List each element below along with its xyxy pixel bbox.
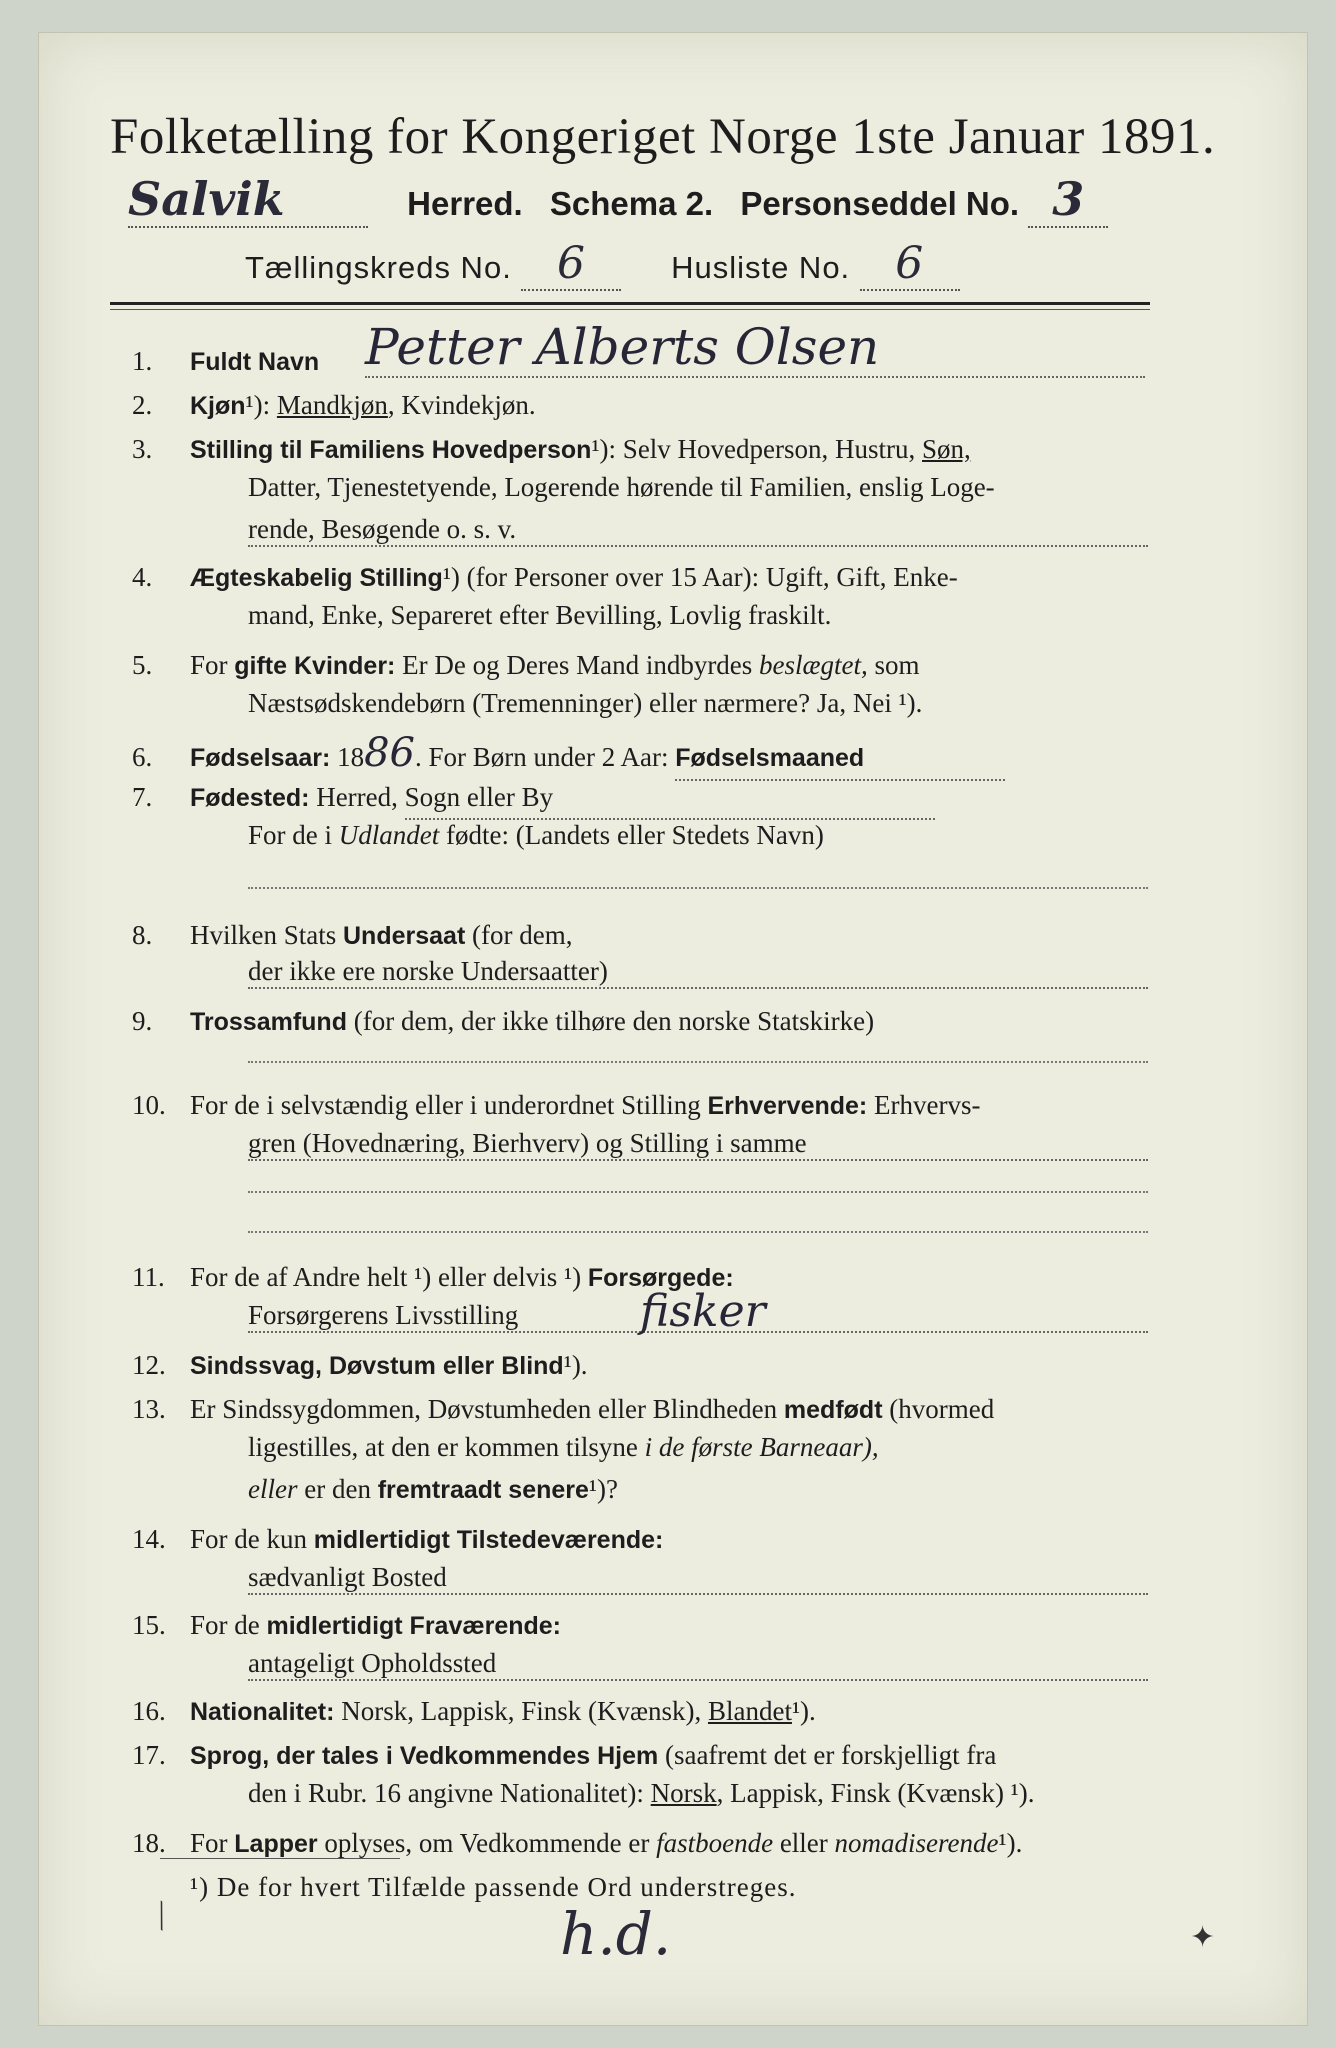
item-text: For de — [190, 1610, 260, 1640]
item-label: Undersaat — [343, 922, 466, 950]
item-label: Sindssvag, Døvstum eller Blind — [190, 1352, 564, 1380]
husliste-number: 6 — [860, 238, 960, 291]
item-text: rende, Besøgende o. s. v. — [248, 514, 1148, 547]
item-4 — [132, 556, 958, 599]
header-rule-thin — [110, 309, 1150, 310]
blank-line — [248, 1190, 1148, 1193]
option-son-underlined: Søn, — [922, 434, 971, 464]
item-text-italic: nomadiserende — [834, 1828, 999, 1858]
item-10 — [132, 1084, 980, 1127]
item-14-line-2 — [248, 1562, 1148, 1595]
item-number: 17. — [132, 1740, 166, 1770]
item-15-line-2 — [248, 1648, 1148, 1681]
item-13-line-3 — [248, 1474, 618, 1505]
item-label: Fødselsaar: — [190, 744, 331, 772]
item-label: Fødselsmaaned — [675, 737, 1005, 781]
item-number: 8. — [132, 920, 153, 950]
year-prefix: 18 — [337, 742, 365, 772]
item-label: Lapper — [234, 1830, 318, 1858]
item-1 — [132, 340, 319, 383]
item-text: ligestilles, at den er kommen tilsyne — [248, 1432, 638, 1462]
item-7 — [132, 776, 935, 820]
item-17 — [132, 1734, 996, 1777]
item-9 — [132, 1000, 874, 1043]
footnote-ref: ¹) — [442, 562, 460, 592]
item-label: gifte Kvinder: — [234, 652, 396, 680]
item-text: Erhvervs- — [874, 1090, 981, 1120]
item-number: 13. — [132, 1394, 166, 1424]
provider-occupation-answer: fisker — [640, 1286, 766, 1337]
option-mandkjon-underlined: Mandkjøn — [276, 390, 388, 420]
item-text: For — [190, 1828, 228, 1858]
item-text: Er De og Deres Mand indbyrdes — [402, 650, 753, 680]
item-text: antageligt Opholdssted — [248, 1648, 1148, 1681]
option-kvindekjon: , Kvindekjøn. — [387, 390, 536, 420]
item-3 — [132, 428, 971, 471]
schema-label: Schema 2. — [549, 185, 714, 222]
item-number: 10. — [132, 1090, 166, 1120]
header-line-kreds — [245, 238, 960, 291]
item-14 — [132, 1518, 663, 1561]
item-7-line-2 — [248, 820, 824, 851]
item-8 — [132, 914, 572, 957]
item-text-italic: Udlandet — [338, 820, 440, 850]
item-3-line-2: Datter, Tjenestetyende, Logerende hørende til Familien, enslig Loge- — [248, 472, 995, 502]
item-text-italic: beslægtet, — [759, 650, 868, 680]
item-5 — [132, 644, 920, 687]
item-12 — [132, 1344, 588, 1387]
item-text: For de kun — [190, 1524, 307, 1554]
item-number: 7. — [132, 782, 153, 812]
pen-stroke-mark-icon: ⟍ — [142, 1897, 180, 1937]
herred-name-handwritten: Salvik — [128, 172, 368, 228]
footnote-ref: ¹): — [591, 434, 617, 464]
item-number: 12. — [132, 1350, 166, 1380]
item-8-line-2 — [248, 956, 1148, 989]
item-text: Hvilken Stats — [190, 920, 337, 950]
blank-line — [248, 886, 1148, 889]
item-text: fødte: (Landets eller Stedets Navn) — [446, 820, 824, 850]
item-text: . For Børn under 2 Aar: — [415, 742, 669, 772]
cross-mark-icon: ✦ — [1190, 1921, 1216, 1954]
taellingskreds-label: Tællingskreds No. — [245, 250, 512, 285]
item-text: (hvormed — [889, 1394, 995, 1424]
item-text: Forsørgerens Livsstilling — [248, 1300, 1148, 1333]
header-line-herred — [128, 172, 1108, 228]
item-number: 3. — [132, 434, 153, 464]
item-text: Er Sindssygdommen, Døvstumheden eller Blindheden — [190, 1394, 778, 1424]
item-number: 2. — [132, 390, 153, 420]
item-label: medfødt — [783, 1396, 883, 1424]
item-text: den i Rubr. 16 angivne Nationalitet): — [248, 1778, 644, 1808]
item-label: Sprog, der tales i Vedkommendes Hjem — [190, 1742, 659, 1770]
item-number: 6. — [132, 742, 153, 772]
item-text-italic: fastboende — [656, 1828, 774, 1858]
herred-label: Herred. — [407, 185, 523, 222]
item-text: , Lappisk, Finsk (Kvænsk), — [407, 1696, 702, 1726]
handwritten-initials: h.d. — [560, 1900, 672, 1968]
personseddel-label: Personseddel No. — [740, 185, 1020, 222]
taellingskreds-number: 6 — [521, 238, 621, 291]
item-label: midlertidigt Tilstedeværende: — [313, 1526, 664, 1554]
blank-line — [248, 1230, 1148, 1233]
item-16 — [132, 1690, 816, 1733]
option-norsk: Norsk — [341, 1696, 408, 1726]
item-label: Nationalitet: — [190, 1698, 335, 1726]
item-3-line-3 — [248, 514, 1148, 547]
item-text: gren (Hovednæring, Bierhverv) og Stilling i samme — [248, 1128, 1148, 1161]
personseddel-number: 3 — [1028, 172, 1108, 228]
item-number: 11. — [132, 1262, 165, 1292]
item-13-line-2 — [248, 1432, 879, 1463]
item-text: For — [190, 650, 228, 680]
item-number: 5. — [132, 650, 153, 680]
option-blandet-underlined: Blandet — [707, 1696, 792, 1726]
item-text: For de i selvstændig eller i underordnet Stilling — [190, 1090, 701, 1120]
item-text-italic: eller — [248, 1474, 298, 1504]
item-text: For de i — [248, 820, 332, 850]
item-13 — [132, 1388, 994, 1431]
item-17-line-2 — [248, 1778, 1035, 1809]
item-number: 14. — [132, 1524, 166, 1554]
item-text: (for dem, der ikke tilhøre den norske Statskirke) — [353, 1006, 875, 1036]
item-text: Selv Hovedperson, Hustru, — [622, 434, 916, 464]
item-text: er den — [304, 1474, 371, 1504]
footnote-ref: ¹)? — [588, 1474, 618, 1504]
blank-line — [248, 1060, 1148, 1063]
form-title: Folketælling for Kongeriget Norge 1ste Januar 1891. — [110, 109, 1216, 165]
item-text: Sogn eller By — [405, 776, 935, 820]
item-number: 16. — [132, 1696, 166, 1726]
item-number: 4. — [132, 562, 153, 592]
item-text: (for Personer over 15 Aar): Ugift, Gift, Enke- — [466, 562, 958, 592]
footnote-ref: ¹). — [563, 1350, 588, 1380]
item-text: oplyses, om Vedkommende er — [324, 1828, 650, 1858]
item-label: Trossamfund — [190, 1008, 347, 1036]
item-2 — [132, 384, 536, 427]
item-text: der ikke ere norske Undersaatter) — [248, 956, 1148, 989]
full-name-answer: Petter Alberts Olsen — [365, 318, 1145, 378]
header-rule — [110, 302, 1150, 305]
item-15 — [132, 1604, 561, 1647]
item-text: (saafremt det er forskjelligt fra — [664, 1740, 997, 1770]
husliste-label: Husliste No. — [671, 250, 851, 285]
item-number: 1. — [132, 346, 153, 376]
item-label: Erhvervende: — [707, 1092, 868, 1120]
item-text: For de af Andre helt ¹) eller delvis ¹) — [190, 1262, 582, 1292]
item-number: 9. — [132, 1006, 153, 1036]
item-label: fremtraadt senere — [377, 1476, 589, 1504]
footnote-ref: ¹). — [998, 1828, 1023, 1858]
item-label: Kjøn — [190, 392, 246, 420]
item-text: Herred, — [316, 782, 398, 812]
item-label: midlertidigt Fraværende: — [266, 1612, 561, 1640]
item-text: som — [874, 650, 920, 680]
item-6 — [132, 732, 1005, 781]
item-label: Forsørgede: — [587, 1264, 734, 1292]
item-text: , Lappisk, Finsk (Kvænsk) ¹). — [716, 1778, 1035, 1808]
footnote-ref: ¹): — [245, 390, 271, 420]
option-norsk-underlined: Norsk — [650, 1778, 717, 1808]
item-number: 18. — [132, 1828, 166, 1858]
item-4-line-2: mand, Enke, Separeret efter Bevilling, Lovlig fraskilt. — [248, 600, 832, 630]
item-text: eller — [779, 1828, 828, 1858]
footnote: ¹) De for hvert Tilfælde passende Ord understreges. — [190, 1872, 797, 1902]
item-number: 15. — [132, 1610, 166, 1640]
item-5-line-2: Næstsødskendebørn (Tremenninger) eller nærmere? Ja, Nei ¹). — [248, 688, 923, 718]
footnote-ref: ¹). — [791, 1696, 816, 1726]
item-10-line-2 — [248, 1128, 1148, 1161]
item-text-italic: i de første Barneaar), — [644, 1432, 879, 1462]
birth-year-handwritten: 86 — [364, 730, 415, 776]
item-label: Fødested: — [190, 784, 310, 812]
item-text: (for dem, — [472, 920, 573, 950]
item-text: sædvanligt Bosted — [248, 1562, 1148, 1595]
item-label: Fuldt Navn — [190, 348, 320, 376]
item-label: Stilling til Familiens Hovedperson — [190, 436, 592, 464]
item-label: Ægteskabelig Stilling — [190, 564, 443, 592]
footnote-rule — [160, 1858, 400, 1859]
